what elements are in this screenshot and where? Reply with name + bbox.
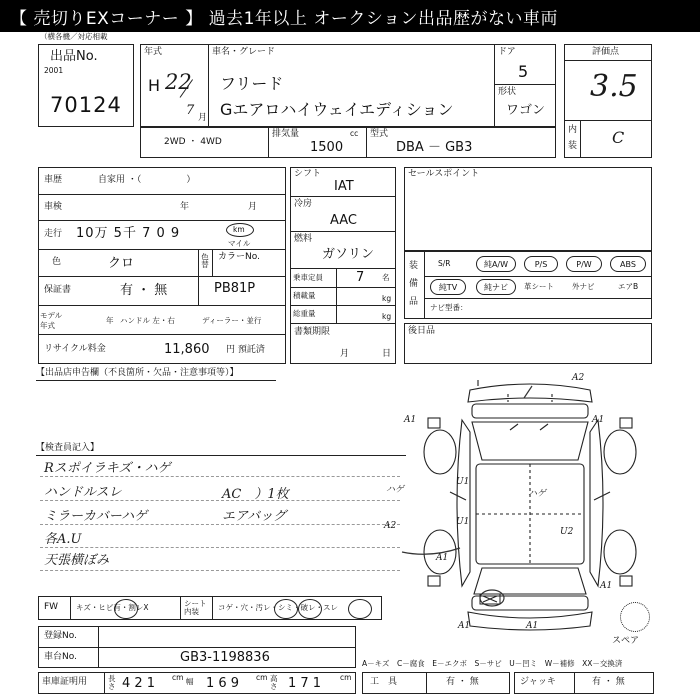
displacement-label: 排気量: [272, 129, 300, 139]
equip-pw: P/W: [566, 256, 602, 272]
mileage-digits: 10万 5千 7 0 9: [76, 226, 181, 241]
seat-scale: コゲ・穴・汚レ・シミ・破レ・スレ: [218, 603, 338, 612]
mileage-unit-km: km: [233, 225, 245, 234]
mark-hage-2: ハゲ: [528, 489, 547, 499]
year-label: 年式: [144, 47, 163, 57]
recycle-label: リサイクル料金: [44, 344, 106, 354]
tools-value: 有 ・ 無: [446, 677, 479, 687]
model-name: フリード: [220, 74, 284, 93]
color-value: クロ: [108, 256, 135, 271]
inspector-side-2: エアバッグ: [222, 509, 286, 524]
equip-navi: 純ナビ: [476, 279, 516, 295]
cert-length: 長さ: [108, 674, 116, 691]
capacity-unit: 名: [382, 273, 390, 282]
interior-label-2: 装: [568, 141, 578, 151]
rating-value: 3.5: [590, 69, 638, 104]
cert-width-value: 1 6 9: [206, 676, 240, 691]
docs-day: 日: [382, 349, 392, 359]
history-label: 車歴: [44, 175, 63, 185]
warranty-value: 有 ・ 無: [120, 283, 168, 298]
drive-text: 2WD ・ 4WD: [164, 137, 222, 147]
import-year: 年: [106, 316, 114, 325]
doors-label: ドア: [498, 47, 516, 57]
inspection-year: 年: [180, 202, 190, 212]
jack-value: 有 ・ 無: [592, 677, 625, 687]
year-month: 7: [186, 103, 195, 118]
doors-value: 5: [518, 62, 529, 81]
model-grade: Gエアロハイウェイエディション: [220, 100, 454, 119]
mark-a2-left: A2: [384, 521, 397, 531]
color-no-value: PB81P: [214, 281, 256, 296]
cert-unit-1: cm: [172, 673, 184, 682]
equip-label-1: 装: [409, 261, 419, 271]
year-era: H: [148, 76, 161, 95]
mark-a1-left: A1: [404, 415, 417, 425]
total-weight-unit: kg: [382, 312, 392, 321]
mark-u1-b: U1: [456, 517, 470, 527]
equip-airbag: エアB: [618, 282, 639, 291]
equip-ext-navi: 外ナビ: [572, 282, 595, 291]
ac-value: AAC: [330, 213, 357, 228]
mark-a1-b1: A1: [458, 621, 471, 631]
model-label: 車名・グレード: [212, 47, 276, 57]
equip-label-3: 品: [409, 297, 419, 307]
mark-hage: ハゲ: [386, 485, 405, 495]
recycle-unit: 円 預託済: [226, 345, 265, 355]
tools-label: 工 具: [370, 677, 398, 687]
rating-label: 評価点: [592, 47, 620, 57]
cert-label: 車庫証明用: [42, 677, 88, 687]
inspector-line-4: 各A.U: [44, 532, 82, 547]
listing-label: 出品No.: [50, 49, 98, 64]
inspection-label: 車検: [44, 202, 63, 212]
inspector-line-3: ミラーカバーハゲ: [44, 509, 148, 524]
color-no-label: カラーNo.: [218, 252, 260, 262]
import-dealer: ディーラー・並行: [202, 316, 262, 325]
equip-ps: P/S: [524, 256, 558, 272]
year-month-unit: 月: [198, 113, 208, 123]
damage-legend: A－キズ C－腐食 E－エクボ S－サビ U－凹ミ W－補修 XX－交換済: [362, 659, 623, 668]
cert-unit-3: cm: [340, 673, 352, 682]
mileage-unit-mile: マイル: [228, 239, 251, 248]
mark-u2: U2: [560, 527, 574, 537]
mark-a2-top: A2: [572, 373, 585, 383]
import-handle: ハンドル 左・右: [120, 316, 175, 325]
recycle-value: 11,860: [164, 342, 210, 357]
import-label-2: 年式: [40, 321, 55, 330]
spare-tire-icon: [620, 602, 650, 632]
vehicle-diagram: [400, 372, 660, 642]
interior-label-1: 内: [568, 125, 578, 135]
chassis-value: GB3-1198836: [180, 650, 270, 665]
cert-unit-2: cm: [256, 673, 268, 682]
mark-a1-b4: A1: [600, 581, 613, 591]
fw-scale: キズ・ヒビ有・割レX: [76, 603, 149, 612]
page-banner: 【 売切りEXコーナー 】 過去1年以上 オークション出品歴がない車両: [0, 0, 700, 32]
color-change-label: 色替: [200, 253, 210, 268]
mark-a1-b3: A1: [436, 553, 449, 563]
mark-u1-a: U1: [456, 477, 470, 487]
fw-label: FW: [44, 602, 59, 612]
inspector-notes-label: 【検査員記入】: [36, 443, 100, 453]
equip-sr: S/R: [438, 259, 451, 268]
load-unit: kg: [382, 294, 392, 303]
equip-tv: 純TV: [430, 279, 466, 295]
spare-label: スペア: [612, 636, 640, 646]
color-label: 色: [52, 257, 62, 267]
cert-height-value: 1 7 1: [288, 676, 322, 691]
displacement-unit: cc: [350, 129, 359, 138]
year-value: 22: [165, 70, 192, 94]
history-value: 自家用 ・（ ）: [98, 175, 196, 185]
inspector-line-2: ハンドルスレ: [44, 485, 122, 500]
shift-value: IAT: [334, 179, 354, 194]
displacement-value: 1500: [310, 140, 344, 155]
model-code-label: 型式: [370, 129, 389, 139]
exhibitor-notes-label: 【出品店申告欄（不良箇所・欠品・注意事項等）】: [36, 368, 239, 378]
listing-number: 70124: [50, 93, 122, 117]
jack-label: ジャッキ: [520, 677, 556, 687]
import-label-1: モデル: [40, 311, 63, 320]
inspector-side-1: AC ）1枚: [222, 487, 289, 502]
after-notes-label: 後日品: [408, 326, 436, 336]
registration-label: 登録No.: [44, 631, 77, 641]
docs-label: 書類期限: [294, 327, 331, 337]
mileage-label: 走行: [44, 229, 63, 239]
capacity-label: 乗車定員: [293, 273, 323, 282]
mark-a1-right: A1: [592, 415, 605, 425]
after-notes-box: [404, 323, 652, 364]
cert-length-value: 4 2 1: [122, 676, 156, 691]
equip-label-2: 備: [409, 279, 419, 289]
cert-width: 幅: [186, 677, 194, 686]
cert-height: 高さ: [270, 674, 278, 691]
warranty-label: 保証書: [44, 285, 72, 295]
sales-point-box: [404, 167, 652, 251]
docs-month: 月: [340, 349, 350, 359]
listing-tag: 2001: [44, 66, 64, 75]
load-label: 積載量: [293, 291, 316, 300]
shape-label: 形状: [498, 87, 517, 97]
model-code-value: DBA － GB3: [396, 140, 473, 155]
total-weight-label: 総重量: [293, 309, 316, 318]
inspector-line-1: Rスポイラキズ・ハゲ: [44, 461, 171, 476]
mark-a1-b2: A1: [526, 621, 539, 631]
top-note: （横各機／対応相載: [40, 32, 108, 41]
inspection-month: 月: [248, 202, 258, 212]
capacity-value: 7: [356, 270, 365, 285]
fuel-value: ガソリン: [322, 247, 375, 262]
inspector-line-5: 天張横ぼみ: [44, 553, 110, 568]
ac-label: 冷房: [294, 199, 313, 209]
equip-aw: 純A/W: [476, 256, 516, 272]
equip-abs: ABS: [610, 256, 646, 272]
shape-value: ワゴン: [506, 103, 546, 118]
seat-label: シート内装: [184, 599, 207, 617]
chassis-label: 車台No.: [44, 652, 77, 662]
navi-model-label: ナビ型番：: [430, 303, 468, 312]
equip-leather: 革シート: [524, 282, 554, 291]
sales-point-label: セールスポイント: [408, 169, 480, 179]
shift-label: シフト: [294, 169, 322, 179]
fuel-label: 燃料: [294, 234, 313, 244]
interior-value: C: [612, 128, 625, 147]
